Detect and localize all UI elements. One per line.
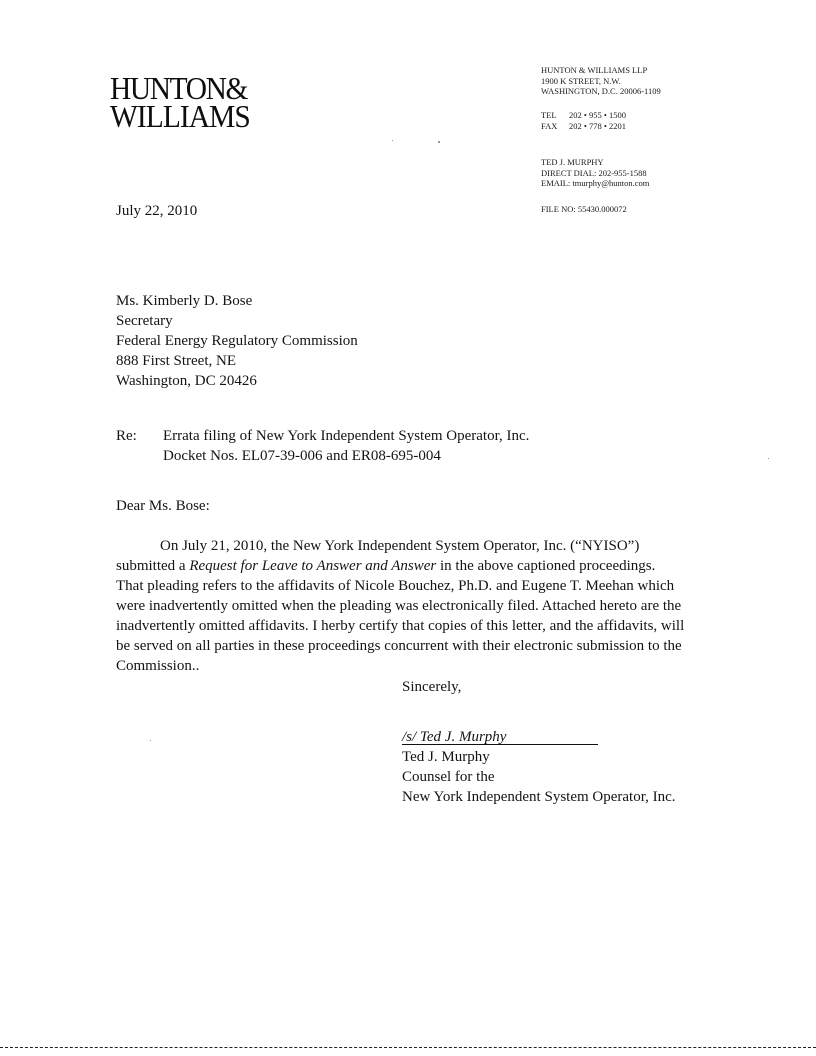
- letter-date: July 22, 2010: [116, 203, 198, 219]
- body-line: were inadvertently omitted when the pleading was electronically filed. Attached hereto are the: [116, 598, 682, 614]
- scan-speck: [768, 458, 769, 459]
- scan-speck: [438, 141, 440, 143]
- body-paragraph: [116, 536, 730, 676]
- re-label: Re:: [116, 428, 137, 444]
- firm-logo: [110, 70, 280, 134]
- closing: Sincerely,: [402, 679, 462, 695]
- firm-phones: [541, 110, 626, 131]
- firm-city: WASHINGTON, D.C. 20006-1109: [541, 86, 661, 96]
- body-line: On July 21, 2010, the New York Independent System Operator, Inc. (“NYISO”): [160, 538, 640, 554]
- recipient-org: Federal Energy Regulatory Commission: [116, 333, 358, 349]
- sender-contact: [541, 157, 649, 189]
- body-text: in the above captioned proceedings.: [436, 558, 656, 574]
- body-line: Commission..: [116, 658, 200, 674]
- signature: [402, 727, 506, 747]
- body-line: inadvertently omitted affidavits. I herby certify that copies of this letter, and the affidavits, will: [116, 618, 685, 634]
- recipient-city: Washington, DC 20426: [116, 373, 257, 389]
- phone-row-fax: [541, 121, 626, 132]
- logo-line-1: HUNTON&: [110, 70, 247, 106]
- re-line-2: Docket Nos. EL07-39-006 and ER08-695-004: [163, 448, 441, 464]
- firm-address: [541, 65, 661, 97]
- re-line-1: Errata filing of New York Independent System Operator, Inc.: [163, 428, 530, 444]
- fax-label: FAX: [541, 120, 558, 131]
- signature-text: /s/ Ted J. Murphy: [402, 729, 507, 745]
- body-text: submitted a: [116, 558, 190, 574]
- sender-direct-dial: DIRECT DIAL: 202-955-1588: [541, 167, 647, 178]
- recipient-address: [116, 291, 358, 391]
- tel-label: TEL: [541, 110, 557, 120]
- sender-email: EMAIL: tmurphy@hunton.com: [541, 178, 650, 188]
- scan-bottom-rule: [0, 1047, 816, 1048]
- recipient-name: Ms. Kimberly D. Bose: [116, 293, 253, 309]
- firm-street: 1900 K STREET, N.W.: [541, 75, 621, 86]
- firm-name: HUNTON & WILLIAMS LLP: [541, 65, 648, 75]
- signer-name: Ted J. Murphy: [402, 749, 490, 765]
- phone-row-tel: [541, 110, 626, 121]
- body-line: That pleading refers to the affidavits of Nicole Bouchez, Ph.D. and Eugene T. Meehan which: [116, 578, 675, 594]
- signer-block: [402, 747, 676, 807]
- recipient-street: 888 First Street, NE: [116, 353, 236, 369]
- file-number: FILE NO: 55430.000072: [541, 204, 627, 214]
- scan-speck: [150, 740, 151, 741]
- tel-value: 202 • 955 • 1500: [569, 110, 626, 120]
- logo-line-2: WILLIAMS: [110, 98, 250, 134]
- re-subject: [163, 426, 529, 466]
- signer-client: New York Independent System Operator, Inc.: [402, 789, 676, 805]
- scan-speck: [392, 140, 393, 141]
- body-line: be served on all parties in these proceedings concurrent with their electronic submission to the: [116, 638, 682, 654]
- pleading-title: Request for Leave to Answer and Answer: [189, 558, 437, 574]
- signer-role: Counsel for the: [402, 769, 495, 785]
- body-line: [116, 556, 730, 576]
- fax-value: 202 • 778 • 2201: [569, 120, 626, 131]
- sender-name: TED J. MURPHY: [541, 157, 604, 167]
- salutation: Dear Ms. Bose:: [116, 498, 210, 514]
- recipient-title: Secretary: [116, 313, 173, 329]
